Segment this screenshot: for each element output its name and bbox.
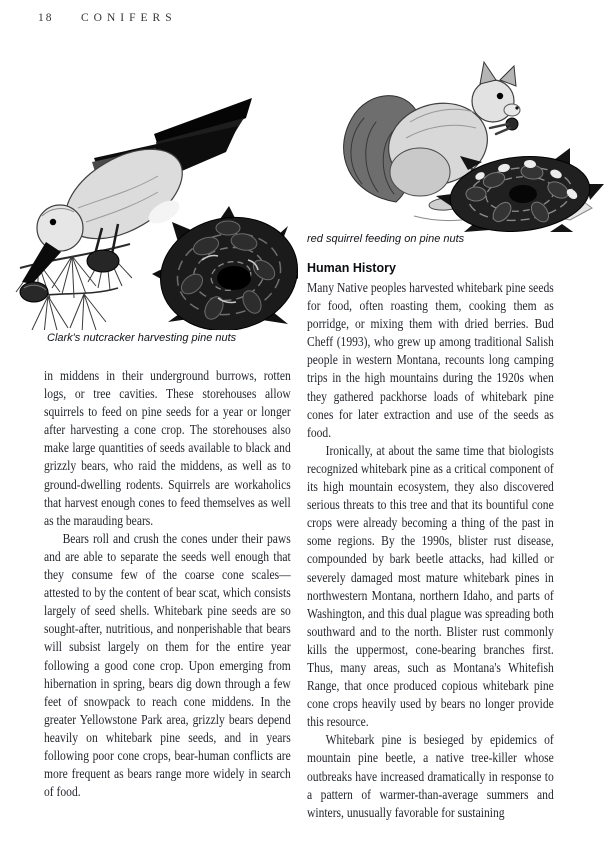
pine-cone-illustration-left xyxy=(150,205,298,330)
paragraph: Ironically, at about the same time that biologists recognized whitebark pine as a critical component of its high mountain ecosystem, they also discovered serious threats to this tree and that its bountiful cone crops were already becoming a thing of the past in some regions. By the 1990s, blister rust disease, compounded by bark beetle attacks, had killed or severely damaged most mature whitebark pines in northwestern Montana, northern Idaho, and parts of Washington, and this dual plague was spreading both southward and to the north. Blister rust commonly kills the uppermost, cone-bearing branches first. Thus, many areas, such as Montana's Whitefish Range, that once produced copious whitebark pine cone crops heavily used by bears no longer provide this resource. xyxy=(307,442,554,730)
left-text-column xyxy=(44,367,291,801)
page-number: 18 xyxy=(38,12,54,24)
paragraph: Whitebark pine is besieged by epidemics of mountain pine beetle, a native tree-killer whose outbreaks have increased dramatically in response to a pattern of warmer-than-average summers and winters, unusually favorable for sustaining xyxy=(307,732,554,820)
paragraph: Bears roll and crush the cones under their paws and are able to separate the seeds well enough that they consume few of the coarse cone scales—attested to by the content of bear scat, which consists largely of seed shells. Whitebark pine seeds are so sought-after, nutritious, and nonperishable that bears will subsist largely on them for the entire year following a good cone crop. Upon emerging from hibernation in spring, bears dig down through a few feet of snowpack to reach cone middens. In the greater Yellowstone Park area, grizzly bears depend heavily on whitebark pine seeds, and in years following poor cone crops, bear-human conflicts are more frequent as bears range more widely in search of food. xyxy=(44,530,291,800)
section-heading: Human History xyxy=(307,261,396,275)
clarks-nutcracker-illustration xyxy=(6,46,298,330)
paragraph: in middens in their underground burrows, rotten logs, or tree cavities. These storehouses allow squirrels to feed on pine seeds for a year or longer after harvesting a cone crop. The storehouses also make large quantities of seeds available to black and grizzly bears, who raid the middens, as well as to ground-dwelling rodents. Squirrels are workaholics that harvest enough cones to feed themselves as well as the marauding bears. xyxy=(44,368,291,528)
figure-caption-left: Clark's nutcracker harvesting pine nuts xyxy=(47,332,237,344)
right-text-column xyxy=(307,279,554,822)
figure-caption-right: red squirrel feeding on pine nuts xyxy=(307,233,465,245)
figure-clarks-nutcracker xyxy=(6,46,298,330)
figure-red-squirrel xyxy=(318,44,612,232)
running-head: CONIFERS xyxy=(81,12,177,24)
red-squirrel-illustration xyxy=(318,44,612,232)
paragraph: Many Native peoples harvested whitebark pine seeds for food, often roasting them, cooking them as porridge, or mixing them with dried berries. Bud Cheff (1993), who grew up among traditional Salish people in western Montana, recounts long camping trips in the high mountains during the 1920s when they gathered packhorse loads of whitebark pine cones for later extraction and use of the seeds as food. xyxy=(307,280,554,440)
